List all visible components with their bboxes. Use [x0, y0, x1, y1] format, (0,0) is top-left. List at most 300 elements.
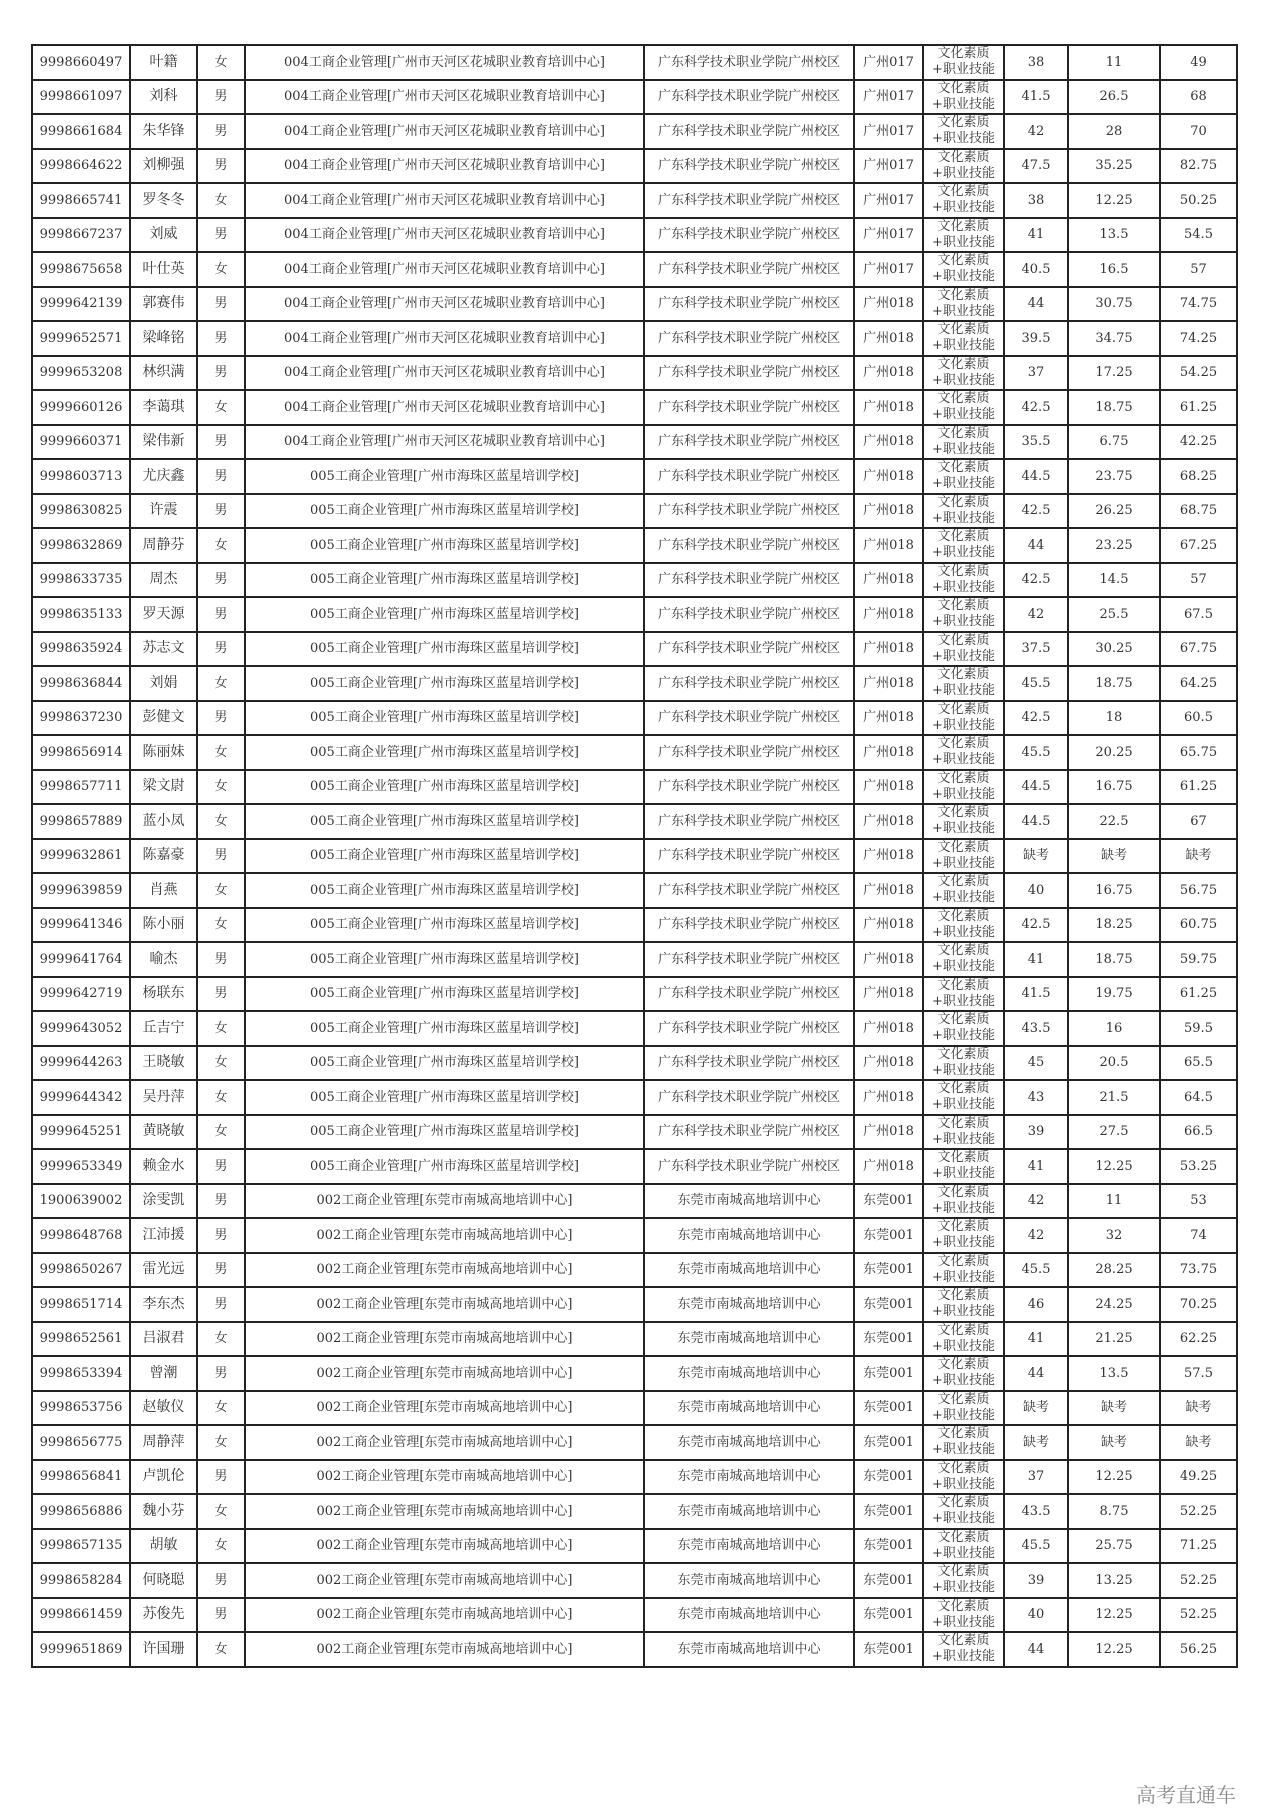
score-skill-cell: 缺考 — [1068, 1425, 1160, 1460]
score-culture-cell: 38 — [1004, 183, 1068, 218]
candidate-name-cell: 江沛援 — [130, 1218, 197, 1253]
major-cell: 005工商企业管理[广州市海珠区蓝星培训学校] — [245, 804, 644, 839]
major-cell: 005工商企业管理[广州市海珠区蓝星培训学校] — [245, 632, 644, 667]
candidate-name-cell: 赵敏仪 — [130, 1391, 197, 1426]
gender-cell: 男 — [197, 1218, 245, 1253]
major-cell: 005工商企业管理[广州市海珠区蓝星培训学校] — [245, 459, 644, 494]
score-total-cell: 64.5 — [1160, 1080, 1237, 1115]
subject-cell: 文化素质+职业技能 — [923, 1356, 1004, 1391]
candidate-id-cell: 9999642139 — [32, 287, 130, 322]
score-total-cell: 57 — [1160, 252, 1237, 287]
table-row — [32, 494, 1237, 529]
exam-room-cell: 广州018 — [854, 873, 923, 908]
score-culture-cell: 44.5 — [1004, 770, 1068, 805]
gender-cell: 女 — [197, 1080, 245, 1115]
candidate-id-cell: 9999651869 — [32, 1632, 130, 1667]
score-total-cell: 57.5 — [1160, 1356, 1237, 1391]
score-skill-cell: 12.25 — [1068, 1598, 1160, 1633]
table-row — [32, 873, 1237, 908]
major-cell: 002工商企业管理[东莞市南城高地培训中心] — [245, 1425, 644, 1460]
score-total-cell: 82.75 — [1160, 149, 1237, 184]
score-total-cell: 67.25 — [1160, 528, 1237, 563]
score-skill-cell: 30.75 — [1068, 287, 1160, 322]
candidate-name-cell: 苏俊先 — [130, 1598, 197, 1633]
exam-site-cell: 广东科学技术职业学院广州校区 — [644, 977, 854, 1012]
major-cell: 002工商企业管理[东莞市南城高地培训中心] — [245, 1391, 644, 1426]
exam-room-cell: 东莞001 — [854, 1287, 923, 1322]
candidate-id-cell: 9998636844 — [32, 666, 130, 701]
exam-site-cell: 广东科学技术职业学院广州校区 — [644, 149, 854, 184]
score-total-cell: 61.25 — [1160, 770, 1237, 805]
score-table — [31, 44, 1238, 1668]
score-total-cell: 68 — [1160, 80, 1237, 115]
score-skill-cell: 21.5 — [1068, 1080, 1160, 1115]
subject-cell: 文化素质+职业技能 — [923, 1425, 1004, 1460]
gender-cell: 女 — [197, 1011, 245, 1046]
exam-site-cell: 广东科学技术职业学院广州校区 — [644, 183, 854, 218]
subject-cell: 文化素质+职业技能 — [923, 459, 1004, 494]
score-culture-cell: 44 — [1004, 1632, 1068, 1667]
major-cell: 005工商企业管理[广州市海珠区蓝星培训学校] — [245, 977, 644, 1012]
score-culture-cell: 37.5 — [1004, 632, 1068, 667]
exam-room-cell: 东莞001 — [854, 1184, 923, 1219]
table-row — [32, 183, 1237, 218]
score-skill-cell: 26.25 — [1068, 494, 1160, 529]
score-skill-cell: 16 — [1068, 1011, 1160, 1046]
table-row — [32, 1287, 1237, 1322]
score-skill-cell: 12.25 — [1068, 1632, 1160, 1667]
score-skill-cell: 26.5 — [1068, 80, 1160, 115]
major-cell: 005工商企业管理[广州市海珠区蓝星培训学校] — [245, 1080, 644, 1115]
exam-room-cell: 广州018 — [854, 494, 923, 529]
exam-site-cell: 广东科学技术职业学院广州校区 — [644, 770, 854, 805]
score-culture-cell: 37 — [1004, 356, 1068, 391]
candidate-name-cell: 梁伟新 — [130, 425, 197, 460]
score-total-cell: 65.75 — [1160, 735, 1237, 770]
candidate-name-cell: 罗冬冬 — [130, 183, 197, 218]
candidate-name-cell: 周静芬 — [130, 528, 197, 563]
candidate-id-cell: 9999644342 — [32, 1080, 130, 1115]
exam-site-cell: 广东科学技术职业学院广州校区 — [644, 839, 854, 874]
table-row — [32, 80, 1237, 115]
score-skill-cell: 12.25 — [1068, 1460, 1160, 1495]
subject-cell: 文化素质+职业技能 — [923, 1494, 1004, 1529]
table-row — [32, 563, 1237, 598]
candidate-id-cell: 9998650267 — [32, 1253, 130, 1288]
exam-site-cell: 东莞市南城高地培训中心 — [644, 1218, 854, 1253]
score-culture-cell: 40 — [1004, 873, 1068, 908]
score-culture-cell: 41.5 — [1004, 977, 1068, 1012]
gender-cell: 女 — [197, 528, 245, 563]
subject-cell: 文化素质+职业技能 — [923, 1391, 1004, 1426]
score-total-cell: 56.75 — [1160, 873, 1237, 908]
candidate-id-cell: 9998657889 — [32, 804, 130, 839]
subject-cell: 文化素质+职业技能 — [923, 1218, 1004, 1253]
score-skill-cell: 16.75 — [1068, 873, 1160, 908]
exam-site-cell: 东莞市南城高地培训中心 — [644, 1494, 854, 1529]
major-cell: 004工商企业管理[广州市天河区花城职业教育培训中心] — [245, 114, 644, 149]
score-skill-cell: 20.25 — [1068, 735, 1160, 770]
score-culture-cell: 42 — [1004, 1184, 1068, 1219]
subject-cell: 文化素质+职业技能 — [923, 597, 1004, 632]
table-row — [32, 1356, 1237, 1391]
subject-cell: 文化素质+职业技能 — [923, 494, 1004, 529]
subject-cell: 文化素质+职业技能 — [923, 425, 1004, 460]
score-skill-cell: 6.75 — [1068, 425, 1160, 460]
candidate-id-cell: 9999660371 — [32, 425, 130, 460]
candidate-name-cell: 许震 — [130, 494, 197, 529]
candidate-name-cell: 赖金水 — [130, 1149, 197, 1184]
watermark-label: 高考直通车 — [1132, 1779, 1240, 1808]
exam-site-cell: 广东科学技术职业学院广州校区 — [644, 908, 854, 943]
gender-cell: 男 — [197, 218, 245, 253]
score-total-cell: 50.25 — [1160, 183, 1237, 218]
major-cell: 002工商企业管理[东莞市南城高地培训中心] — [245, 1218, 644, 1253]
score-culture-cell: 35.5 — [1004, 425, 1068, 460]
score-total-cell: 42.25 — [1160, 425, 1237, 460]
score-culture-cell: 37 — [1004, 1460, 1068, 1495]
subject-cell: 文化素质+职业技能 — [923, 1046, 1004, 1081]
score-skill-cell: 缺考 — [1068, 839, 1160, 874]
table-row — [32, 770, 1237, 805]
major-cell: 004工商企业管理[广州市天河区花城职业教育培训中心] — [245, 218, 644, 253]
exam-room-cell: 广州017 — [854, 149, 923, 184]
subject-cell: 文化素质+职业技能 — [923, 873, 1004, 908]
table-row — [32, 701, 1237, 736]
candidate-name-cell: 涂雯凯 — [130, 1184, 197, 1219]
score-culture-cell: 42.5 — [1004, 494, 1068, 529]
score-skill-cell: 11 — [1068, 1184, 1160, 1219]
subject-cell: 文化素质+职业技能 — [923, 942, 1004, 977]
subject-cell: 文化素质+职业技能 — [923, 390, 1004, 425]
exam-site-cell: 东莞市南城高地培训中心 — [644, 1529, 854, 1564]
exam-room-cell: 广州018 — [854, 356, 923, 391]
score-skill-cell: 19.75 — [1068, 977, 1160, 1012]
score-culture-cell: 缺考 — [1004, 1391, 1068, 1426]
exam-site-cell: 广东科学技术职业学院广州校区 — [644, 80, 854, 115]
table-row — [32, 1218, 1237, 1253]
subject-cell: 文化素质+职业技能 — [923, 908, 1004, 943]
score-culture-cell: 42.5 — [1004, 701, 1068, 736]
gender-cell: 男 — [197, 1356, 245, 1391]
candidate-name-cell: 叶仕英 — [130, 252, 197, 287]
candidate-id-cell: 9999653208 — [32, 356, 130, 391]
gender-cell: 女 — [197, 666, 245, 701]
score-total-cell: 57 — [1160, 563, 1237, 598]
exam-site-cell: 广东科学技术职业学院广州校区 — [644, 666, 854, 701]
table-row — [32, 114, 1237, 149]
exam-site-cell: 广东科学技术职业学院广州校区 — [644, 597, 854, 632]
candidate-name-cell: 蓝小凤 — [130, 804, 197, 839]
exam-site-cell: 广东科学技术职业学院广州校区 — [644, 218, 854, 253]
subject-cell: 文化素质+职业技能 — [923, 218, 1004, 253]
candidate-id-cell: 9999641764 — [32, 942, 130, 977]
exam-room-cell: 广州018 — [854, 425, 923, 460]
subject-cell: 文化素质+职业技能 — [923, 563, 1004, 598]
table-row — [32, 1322, 1237, 1357]
gender-cell: 女 — [197, 804, 245, 839]
table-row — [32, 804, 1237, 839]
subject-cell: 文化素质+职业技能 — [923, 356, 1004, 391]
table-row — [32, 45, 1237, 80]
subject-cell: 文化素质+职业技能 — [923, 1563, 1004, 1598]
score-total-cell: 54.5 — [1160, 218, 1237, 253]
subject-cell: 文化素质+职业技能 — [923, 770, 1004, 805]
table-row — [32, 252, 1237, 287]
gender-cell: 女 — [197, 908, 245, 943]
major-cell: 005工商企业管理[广州市海珠区蓝星培训学校] — [245, 563, 644, 598]
candidate-name-cell: 刘柳强 — [130, 149, 197, 184]
subject-cell: 文化素质+职业技能 — [923, 735, 1004, 770]
candidate-name-cell: 李东杰 — [130, 1287, 197, 1322]
subject-cell: 文化素质+职业技能 — [923, 114, 1004, 149]
gender-cell: 男 — [197, 1149, 245, 1184]
exam-site-cell: 东莞市南城高地培训中心 — [644, 1253, 854, 1288]
score-culture-cell: 缺考 — [1004, 1425, 1068, 1460]
subject-cell: 文化素质+职业技能 — [923, 1287, 1004, 1322]
candidate-id-cell: 9998648768 — [32, 1218, 130, 1253]
score-total-cell: 54.25 — [1160, 356, 1237, 391]
score-culture-cell: 42 — [1004, 114, 1068, 149]
exam-room-cell: 广州018 — [854, 390, 923, 425]
table-row — [32, 1632, 1237, 1667]
candidate-id-cell: 9999639859 — [32, 873, 130, 908]
gender-cell: 男 — [197, 839, 245, 874]
exam-room-cell: 广州018 — [854, 770, 923, 805]
candidate-id-cell: 9998665741 — [32, 183, 130, 218]
exam-room-cell: 广州018 — [854, 632, 923, 667]
table-row — [32, 908, 1237, 943]
exam-site-cell: 广东科学技术职业学院广州校区 — [644, 1046, 854, 1081]
score-culture-cell: 41 — [1004, 942, 1068, 977]
subject-cell: 文化素质+职业技能 — [923, 632, 1004, 667]
table-row — [32, 1046, 1237, 1081]
gender-cell: 男 — [197, 321, 245, 356]
score-total-cell: 53 — [1160, 1184, 1237, 1219]
major-cell: 005工商企业管理[广州市海珠区蓝星培训学校] — [245, 1115, 644, 1150]
score-skill-cell: 13.5 — [1068, 218, 1160, 253]
candidate-id-cell: 9998632869 — [32, 528, 130, 563]
candidate-id-cell: 9998637230 — [32, 701, 130, 736]
score-total-cell: 49.25 — [1160, 1460, 1237, 1495]
score-culture-cell: 40.5 — [1004, 252, 1068, 287]
candidate-name-cell: 黄晓敏 — [130, 1115, 197, 1150]
score-skill-cell: 18.75 — [1068, 390, 1160, 425]
score-culture-cell: 45.5 — [1004, 1529, 1068, 1564]
candidate-id-cell: 9999652571 — [32, 321, 130, 356]
subject-cell: 文化素质+职业技能 — [923, 1115, 1004, 1150]
score-skill-cell: 12.25 — [1068, 1149, 1160, 1184]
exam-room-cell: 广州018 — [854, 459, 923, 494]
candidate-name-cell: 林织满 — [130, 356, 197, 391]
exam-room-cell: 东莞001 — [854, 1598, 923, 1633]
candidate-name-cell: 肖燕 — [130, 873, 197, 908]
gender-cell: 女 — [197, 183, 245, 218]
subject-cell: 文化素质+职业技能 — [923, 1460, 1004, 1495]
candidate-name-cell: 陈小丽 — [130, 908, 197, 943]
table-row — [32, 666, 1237, 701]
subject-cell: 文化素质+职业技能 — [923, 1011, 1004, 1046]
table-row — [32, 1149, 1237, 1184]
subject-cell: 文化素质+职业技能 — [923, 528, 1004, 563]
subject-cell: 文化素质+职业技能 — [923, 1322, 1004, 1357]
major-cell: 005工商企业管理[广州市海珠区蓝星培训学校] — [245, 1149, 644, 1184]
exam-room-cell: 广州018 — [854, 666, 923, 701]
score-skill-cell: 25.5 — [1068, 597, 1160, 632]
candidate-name-cell: 吕淑君 — [130, 1322, 197, 1357]
score-skill-cell: 13.25 — [1068, 1563, 1160, 1598]
major-cell: 004工商企业管理[广州市天河区花城职业教育培训中心] — [245, 390, 644, 425]
candidate-name-cell: 李蔼琪 — [130, 390, 197, 425]
exam-site-cell: 广东科学技术职业学院广州校区 — [644, 425, 854, 460]
score-total-cell: 67.5 — [1160, 597, 1237, 632]
gender-cell: 女 — [197, 1391, 245, 1426]
exam-room-cell: 广州018 — [854, 839, 923, 874]
score-culture-cell: 42.5 — [1004, 908, 1068, 943]
table-row — [32, 1494, 1237, 1529]
candidate-name-cell: 王晓敏 — [130, 1046, 197, 1081]
major-cell: 002工商企业管理[东莞市南城高地培训中心] — [245, 1184, 644, 1219]
gender-cell: 男 — [197, 1460, 245, 1495]
table-row — [32, 839, 1237, 874]
candidate-name-cell: 吴丹萍 — [130, 1080, 197, 1115]
score-culture-cell: 39 — [1004, 1563, 1068, 1598]
score-skill-cell: 23.25 — [1068, 528, 1160, 563]
score-skill-cell: 20.5 — [1068, 1046, 1160, 1081]
major-cell: 004工商企业管理[广州市天河区花城职业教育培训中心] — [245, 321, 644, 356]
subject-cell: 文化素质+职业技能 — [923, 149, 1004, 184]
exam-site-cell: 广东科学技术职业学院广州校区 — [644, 252, 854, 287]
candidate-name-cell: 喻杰 — [130, 942, 197, 977]
exam-room-cell: 东莞001 — [854, 1425, 923, 1460]
candidate-id-cell: 9998664622 — [32, 149, 130, 184]
candidate-name-cell: 陈丽妹 — [130, 735, 197, 770]
score-skill-cell: 30.25 — [1068, 632, 1160, 667]
score-total-cell: 61.25 — [1160, 390, 1237, 425]
exam-room-cell: 东莞001 — [854, 1460, 923, 1495]
table-body — [32, 45, 1237, 1667]
exam-site-cell: 广东科学技术职业学院广州校区 — [644, 321, 854, 356]
score-culture-cell: 40 — [1004, 1598, 1068, 1633]
candidate-id-cell: 9998635924 — [32, 632, 130, 667]
subject-cell: 文化素质+职业技能 — [923, 804, 1004, 839]
gender-cell: 男 — [197, 632, 245, 667]
gender-cell: 男 — [197, 149, 245, 184]
score-culture-cell: 43 — [1004, 1080, 1068, 1115]
candidate-name-cell: 魏小芬 — [130, 1494, 197, 1529]
exam-site-cell: 广东科学技术职业学院广州校区 — [644, 701, 854, 736]
score-skill-cell: 12.25 — [1068, 183, 1160, 218]
candidate-id-cell: 9998603713 — [32, 459, 130, 494]
exam-site-cell: 东莞市南城高地培训中心 — [644, 1425, 854, 1460]
score-total-cell: 49 — [1160, 45, 1237, 80]
candidate-id-cell: 9998657135 — [32, 1529, 130, 1564]
exam-site-cell: 广东科学技术职业学院广州校区 — [644, 873, 854, 908]
exam-room-cell: 东莞001 — [854, 1563, 923, 1598]
candidate-id-cell: 9998656886 — [32, 1494, 130, 1529]
major-cell: 005工商企业管理[广州市海珠区蓝星培训学校] — [245, 597, 644, 632]
exam-site-cell: 广东科学技术职业学院广州校区 — [644, 287, 854, 322]
major-cell: 004工商企业管理[广州市天河区花城职业教育培训中心] — [245, 356, 644, 391]
exam-site-cell: 广东科学技术职业学院广州校区 — [644, 942, 854, 977]
table-row — [32, 390, 1237, 425]
gender-cell: 男 — [197, 1563, 245, 1598]
gender-cell: 男 — [197, 356, 245, 391]
exam-room-cell: 东莞001 — [854, 1529, 923, 1564]
exam-room-cell: 广州018 — [854, 701, 923, 736]
score-culture-cell: 43.5 — [1004, 1011, 1068, 1046]
candidate-name-cell: 杨联东 — [130, 977, 197, 1012]
exam-room-cell: 广州017 — [854, 218, 923, 253]
exam-site-cell: 广东科学技术职业学院广州校区 — [644, 1011, 854, 1046]
score-total-cell: 60.75 — [1160, 908, 1237, 943]
candidate-id-cell: 9998651714 — [32, 1287, 130, 1322]
score-culture-cell: 41 — [1004, 1322, 1068, 1357]
exam-room-cell: 广州018 — [854, 735, 923, 770]
major-cell: 004工商企业管理[广州市天河区花城职业教育培训中心] — [245, 80, 644, 115]
subject-cell: 文化素质+职业技能 — [923, 252, 1004, 287]
major-cell: 004工商企业管理[广州市天河区花城职业教育培训中心] — [245, 425, 644, 460]
candidate-name-cell: 许国珊 — [130, 1632, 197, 1667]
candidate-id-cell: 9999660126 — [32, 390, 130, 425]
major-cell: 005工商企业管理[广州市海珠区蓝星培训学校] — [245, 1011, 644, 1046]
score-culture-cell: 42.5 — [1004, 563, 1068, 598]
candidate-name-cell: 梁文尉 — [130, 770, 197, 805]
gender-cell: 男 — [197, 425, 245, 460]
gender-cell: 男 — [197, 597, 245, 632]
score-skill-cell: 24.25 — [1068, 1287, 1160, 1322]
score-skill-cell: 17.25 — [1068, 356, 1160, 391]
exam-site-cell: 东莞市南城高地培训中心 — [644, 1287, 854, 1322]
table-row — [32, 528, 1237, 563]
candidate-name-cell: 刘科 — [130, 80, 197, 115]
exam-site-cell: 广东科学技术职业学院广州校区 — [644, 494, 854, 529]
candidate-id-cell: 9999653349 — [32, 1149, 130, 1184]
candidate-name-cell: 梁峰铭 — [130, 321, 197, 356]
score-culture-cell: 42 — [1004, 1218, 1068, 1253]
table-row — [32, 1391, 1237, 1426]
candidate-id-cell: 9998661684 — [32, 114, 130, 149]
exam-site-cell: 广东科学技术职业学院广州校区 — [644, 528, 854, 563]
score-skill-cell: 22.5 — [1068, 804, 1160, 839]
exam-room-cell: 广州018 — [854, 563, 923, 598]
gender-cell: 女 — [197, 873, 245, 908]
score-skill-cell: 35.25 — [1068, 149, 1160, 184]
score-total-cell: 56.25 — [1160, 1632, 1237, 1667]
table-row — [32, 597, 1237, 632]
candidate-id-cell: 1900639002 — [32, 1184, 130, 1219]
candidate-name-cell: 雷光远 — [130, 1253, 197, 1288]
exam-site-cell: 东莞市南城高地培训中心 — [644, 1356, 854, 1391]
score-culture-cell: 39.5 — [1004, 321, 1068, 356]
exam-room-cell: 广州018 — [854, 908, 923, 943]
score-total-cell: 68.25 — [1160, 459, 1237, 494]
exam-room-cell: 广州018 — [854, 321, 923, 356]
exam-site-cell: 广东科学技术职业学院广州校区 — [644, 356, 854, 391]
major-cell: 005工商企业管理[广州市海珠区蓝星培训学校] — [245, 1046, 644, 1081]
exam-site-cell: 广东科学技术职业学院广州校区 — [644, 1149, 854, 1184]
exam-room-cell: 东莞001 — [854, 1632, 923, 1667]
major-cell: 005工商企业管理[广州市海珠区蓝星培训学校] — [245, 839, 644, 874]
score-total-cell: 60.5 — [1160, 701, 1237, 736]
exam-room-cell: 东莞001 — [854, 1494, 923, 1529]
exam-room-cell: 广州017 — [854, 80, 923, 115]
table-row — [32, 1563, 1237, 1598]
score-total-cell: 70 — [1160, 114, 1237, 149]
exam-site-cell: 东莞市南城高地培训中心 — [644, 1460, 854, 1495]
major-cell: 002工商企业管理[东莞市南城高地培训中心] — [245, 1253, 644, 1288]
exam-room-cell: 广州018 — [854, 1149, 923, 1184]
